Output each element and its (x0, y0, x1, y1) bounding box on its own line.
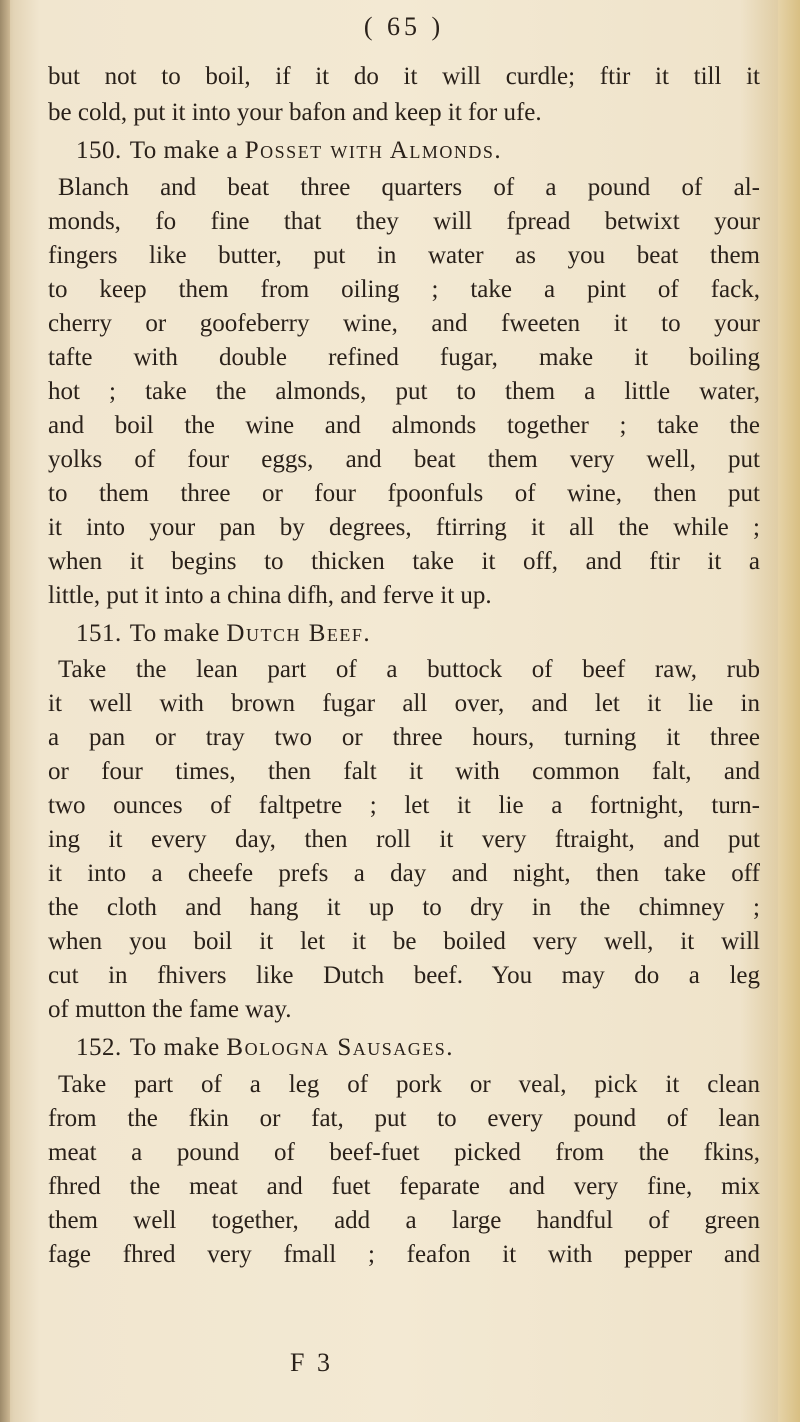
text-line: when you boil it let it be boiled very well, it will (48, 928, 760, 955)
text-line: of mutton the fame way. (48, 996, 292, 1023)
recipe-number: 150. (76, 137, 122, 164)
text-line: ing it every day, then roll it very ftraight, and put (48, 826, 760, 853)
text-line: cut in fhivers like Dutch beef. You may do a leg (48, 962, 760, 989)
text-line: tafte with double refined fugar, make it boiling (48, 344, 760, 371)
recipe-title: Dutch Beef. (226, 620, 372, 647)
text-line: and boil the wine and almonds together ; take the (48, 412, 760, 439)
recipe-title: Posset with Almonds. (244, 137, 503, 164)
text-line: monds, fo fine that they will fpread betwixt your (48, 208, 760, 235)
text-line: two ounces of faltpetre ; let it lie a fortnight, turn- (48, 792, 760, 819)
recipe-heading-prefix: To make a (129, 137, 239, 164)
text-line: be cold, put it into your bafon and keep it for ufe. (48, 99, 542, 126)
text-line: to them three or four fpoonfuls of wine, then put (48, 480, 760, 507)
signature-mark: F 3 (290, 1348, 333, 1377)
text-line: or four times, then falt it with common falt, and (48, 758, 760, 785)
text-line: fhred the meat and fuet feparate and very fine, mix (48, 1173, 760, 1200)
text-line: cherry or goofeberry wine, and fweeten it to your (48, 310, 760, 337)
text-line: a pan or tray two or three hours, turning it three (48, 724, 760, 751)
text-line: to keep them from oiling ; take a pint of fack, (48, 276, 760, 303)
text-line: them well together, add a large handful of green (48, 1207, 760, 1234)
text-line: yolks of four eggs, and beat them very well, put (48, 446, 760, 473)
text-line: fage fhred very fmall ; feafon it with pepper and (48, 1241, 760, 1268)
text-line: fingers like butter, put in water as you beat them (48, 242, 760, 269)
text-line: Take the lean part of a buttock of beef raw, rub (58, 656, 760, 683)
page-number: ( 65 ) (363, 12, 445, 41)
text-line: it into a cheefe prefs a day and night, then take off (48, 860, 760, 887)
text-line: it into your pan by degrees, ftirring it all the while ; (48, 514, 760, 541)
text-line: Take part of a leg of pork or veal, pick it clean (58, 1071, 760, 1098)
text-line: it well with brown fugar all over, and let it lie in (48, 690, 760, 717)
text-line: hot ; take the almonds, put to them a little water, (48, 378, 760, 405)
recipe-heading (76, 1033, 788, 1063)
text-line: meat a pound of beef-fuet picked from the fkins, (48, 1139, 760, 1166)
recipe-heading-prefix: To make (129, 620, 220, 647)
text-line: the cloth and hang it up to dry in the chimney ; (48, 894, 760, 921)
recipe-number: 152. (76, 1034, 122, 1061)
text-line: when it begins to thicken take it off, and ftir it a (48, 548, 760, 575)
recipe-heading-prefix: To make (129, 1034, 220, 1061)
text-line: but not to boil, if it do it will curdle; ftir it till it (48, 63, 760, 90)
page-edge (778, 0, 800, 1422)
recipe-title: Bologna Sausages. (226, 1034, 455, 1061)
text-line: from the fkin or fat, put to every pound of lean (48, 1105, 760, 1132)
page-gutter-shadow (0, 0, 10, 1422)
recipe-heading (76, 136, 788, 166)
text-line: little, put it into a china difh, and ferve it up. (48, 582, 492, 609)
recipe-heading (76, 619, 788, 649)
text-line: Blanch and beat three quarters of a pound of al- (58, 174, 760, 201)
recipe-number: 151. (76, 620, 122, 647)
